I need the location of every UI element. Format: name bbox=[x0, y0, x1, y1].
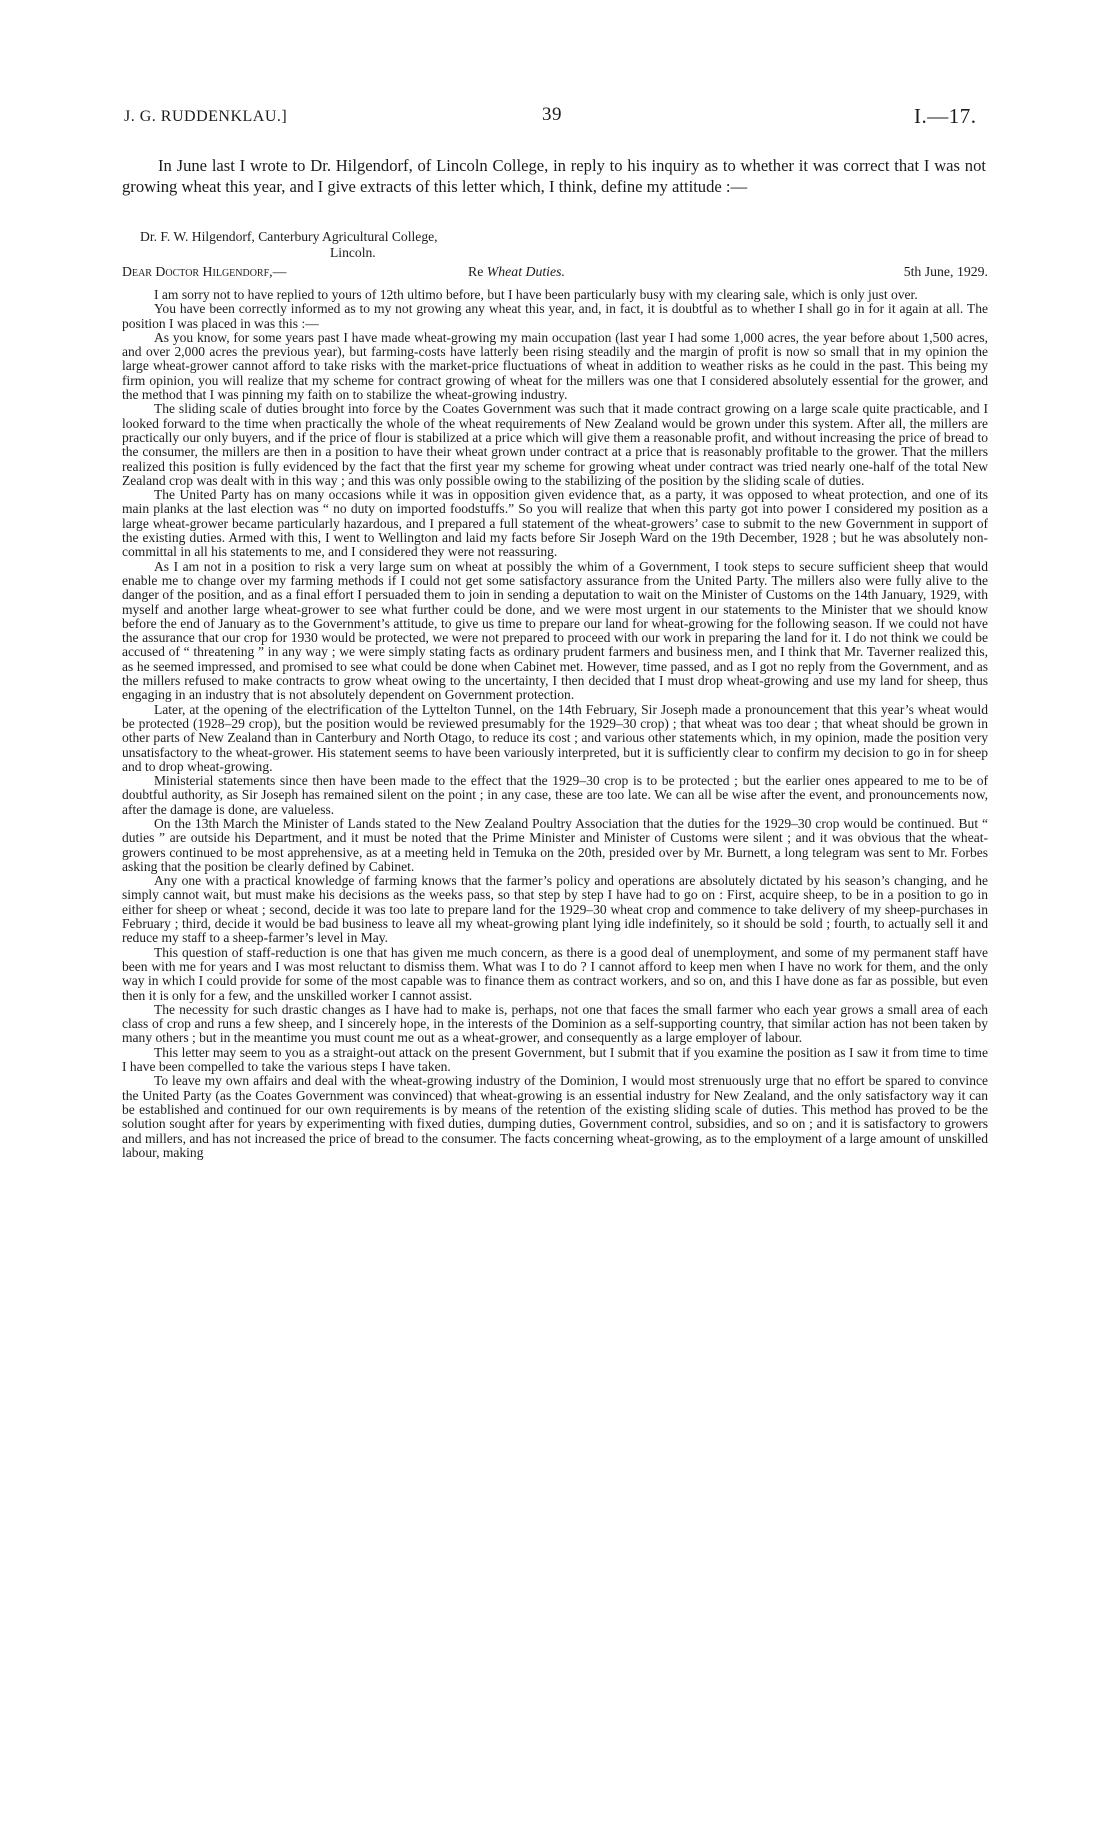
letter-body bbox=[122, 288, 988, 1160]
address-line-1: Dr. F. W. Hilgendorf, Canterbury Agricultural College, bbox=[140, 229, 438, 244]
subject-line bbox=[468, 264, 565, 280]
running-header-author: J. G. RUDDENKLAU.] bbox=[124, 108, 288, 125]
letter-paragraph: Later, at the opening of the electrification of the Lyttelton Tunnel, on the 14th February, Sir Joseph made a pronouncement that this year’s wheat would be protected (1928–29 crop), but the position would be reviewed presumably for the 1929–30 crop) ; that wheat was too dear ; that wheat should be grown in other parts of New Zealand than in Canterbury and North Otago, to reduce its cost ; and various other statements which, in my opinion, made the position very unsatisfactory to the wheat-grower. His statement seems to have been variously interpreted, but it is sufficiently clear to confirm my decision to go in for sheep and to drop wheat-growing. bbox=[122, 701, 988, 774]
letter-paragraph: On the 13th March the Minister of Lands stated to the New Zealand Poultry Association that the duties for the 1929–30 crop would be continued. But “ duties ” are outside his Department, and it must be noted that the Prime Minister and Minister of Customs were silent ; and it was obvious that the wheat-growers continued to be most apprehensive, as at a meeting held in Temuka on the 20th, presided over by Mr. Burnett, a long telegram was sent to Mr. Forbes asking that the position be clearly defined by Cabinet. bbox=[122, 815, 988, 874]
salutation-greeting: Dear Doctor Hilgendorf,— bbox=[122, 264, 287, 279]
letter-paragraph: This letter may seem to you as a straight-out attack on the present Government, but I submit that if you examine the position as I saw it from time to time I have been compelled to take the various steps I have taken. bbox=[122, 1044, 988, 1075]
intro-paragraph: In June last I wrote to Dr. Hilgendorf, of Lincoln College, in reply to his inquiry as to whether it was correct that I was not growing wheat this year, and I give extracts of this letter which, I think, define my attitude :— bbox=[122, 156, 986, 196]
subject-prefix: Re bbox=[468, 264, 487, 279]
recipient-address bbox=[140, 229, 438, 261]
letter-paragraph: I am sorry not to have replied to yours of 12th ultimo before, but I have been particularly busy with my clearing sale, which is only just over. bbox=[154, 287, 918, 302]
letter-paragraph: The sliding scale of duties brought into force by the Coates Government was such that it made contract growing on a large scale quite practicable, and I looked forward to the time when practically the whole of the wheat requirements of New Zealand would be grown under this system. After all, the millers are practically our only buyers, and if the price of flour is stabilized at a price which will give them a reasonable profit, and without increasing the price of bread to the consumer, the millers are then in a position to have their wheat grown under contract at a price that is reasonably profitable to the grower. That the millers realized this position is fully evidenced by the fact that the first year my scheme for growing wheat under contract was tried nearly one-half of the total New Zealand crop was dealt with in this way ; and this was only possible owing to the stabilizing of the position by the sliding scale of duties. bbox=[122, 401, 988, 488]
letter-paragraph: The United Party has on many occasions while it was in opposition given evidence that, as a party, it was opposed to wheat protection, and one of its main planks at the last election was “ no duty on imported foodstuffs.” So you will realize that when this party got into power I considered my position as a large wheat-grower became particularly hazardous, and I prepared a full statement of the wheat-growers’ case to submit to the new Government in support of the existing duties. Armed with this, I went to Wellington and laid my facts before Sir Joseph Ward on the 19th December, 1928 ; but he was absolutely non-committal in all his statements to me, and I considered they were not reassuring. bbox=[122, 487, 988, 560]
page-number: 39 bbox=[542, 104, 562, 125]
document-reference: I.—17. bbox=[914, 104, 977, 128]
letter-paragraph: To leave my own affairs and deal with the wheat-growing industry of the Dominion, I would most strenuously urge that no effort be spared to convince the United Party (as the Coates Government was convinced) that wheat-growing is an essential industry for New Zealand, and the only satisfactory way it can be established and continued for our own requirements is by means of the retention of the existing sliding scale of duties. This method has proved to be the solution sought after for years by experimenting with fixed duties, dumping duties, Government control, subsidies, and so on ; and it is satisfactory to growers and millers, and has not increased the price of bread to the consumer. The facts concerning wheat-growing, as to the employment of a large amount of unskilled labour, making bbox=[122, 1073, 988, 1160]
letter-paragraph: You have been correctly informed as to my not growing any wheat this year, and, in fact, it is doubtful as to whether I shall go in for it again at all. The position I was placed in was this :— bbox=[122, 301, 988, 331]
address-line-2: Lincoln. bbox=[330, 245, 376, 260]
letter-paragraph: This question of staff-reduction is one that has given me much concern, as there is a good deal of unemployment, and some of my permanent staff have been with me for years and I was most reluctant to dismiss them. What was I to do ? I cannot afford to keep men when I have no work for them, and the only way in which I could provide for some of the most capable was to finance them as contract workers, and so on, and this I have done as far as possible, but even then it is only for a few, and the unskilled worker I cannot assist. bbox=[122, 944, 988, 1003]
salutation-line bbox=[122, 264, 988, 282]
letter-paragraph: As I am not in a position to risk a very large sum on wheat at possibly the whim of a Government, I took steps to secure sufficient sheep that would enable me to change over my farming methods if I could not get some satisfactory assurance from the United Party. The millers also were fully alive to the danger of the position, and as a final effort I persuaded them to join in sending a deputation to wait on the Minister of Customs on the 14th January, 1929, with myself and another large wheat-grower to see what further could be done, and we were most urgent in our statements to the Minister that we should know before the end of January as to the Government’s attitude, to give us time to prepare our land for wheat-growing for the following season. If we could not have the assurance that our crop for 1930 would be protected, we were not prepared to proceed with our work in preparing the land for it. I do not think we could be accused of “ threatening ” in any way ; we were simply stating facts as ordinary prudent farmers and business men, and I think that Mr. Taverner realized this, as he seemed impressed, and promised to see what could be done when Cabinet met. However, time passed, and as I got no reply from the Government, and as the millers refused to make contracts to grow wheat owing to the uncertainty, I then decided that I must drop wheat-growing and use my land for sheep, thus engaging in an industry that is not absolutely dependent on Government protection. bbox=[122, 558, 988, 703]
letter-paragraph: Ministerial statements since then have been made to the effect that the 1929–30 crop is to be protected ; but the earlier ones appeared to me to be of doubtful authority, as Sir Joseph has remained silent on the point ; in any case, these are too late. We can all be wise after the event, and pronouncements now, after the damage is done, are valueless. bbox=[122, 773, 988, 817]
letter-paragraph: As you know, for some years past I have made wheat-growing my main occupation (last year I had some 1,000 acres, the year before about 1,500 acres, and over 2,000 acres the previous year), but farming-costs have latterly been rising steadily and the margin of profit is now so small that in my opinion the large wheat-grower cannot afford to take risks with the market-price fluctuations of wheat in addition to weather risks as he could in the past. This being my firm opinion, you will realize that my scheme for contract growing of wheat for the millers was one that I considered absolutely essential for the grower, and the method that I was pinning my faith on to stabilize the wheat-growing industry. bbox=[122, 329, 988, 403]
letter-date: 5th June, 1929. bbox=[903, 264, 988, 279]
subject-title: Wheat Duties. bbox=[486, 264, 565, 279]
letter-paragraph: Any one with a practical knowledge of farming knows that the farmer’s policy and operations are absolutely dictated by his season’s changing, and he simply cannot wait, but must make his decisions as the weeks pass, so that step by step I have had to go on : First, acquire sheep, to be in a position to go in either for sheep or wheat ; second, decide it was too late to prepare land for the 1929–30 wheat crop and commence to take delivery of my sheep-purchases in February ; third, decide it would be bad business to leave all my wheat-growing plant lying idle indefinitely, so it should be sold ; fourth, to actually sell it and reduce my staff to a sheep-farmer’s level in May. bbox=[122, 873, 988, 946]
letter-paragraph: The necessity for such drastic changes as I have had to make is, perhaps, not one that faces the small farmer who each year grows a small area of each class of crop and runs a few sheep, and I sincerely hope, in the interests of the Dominion as a self-supporting country, that similar action has not been taken by many others ; but in the meantime you must count me out as a wheat-grower, and consequently as a large employer of labour. bbox=[122, 1001, 988, 1046]
